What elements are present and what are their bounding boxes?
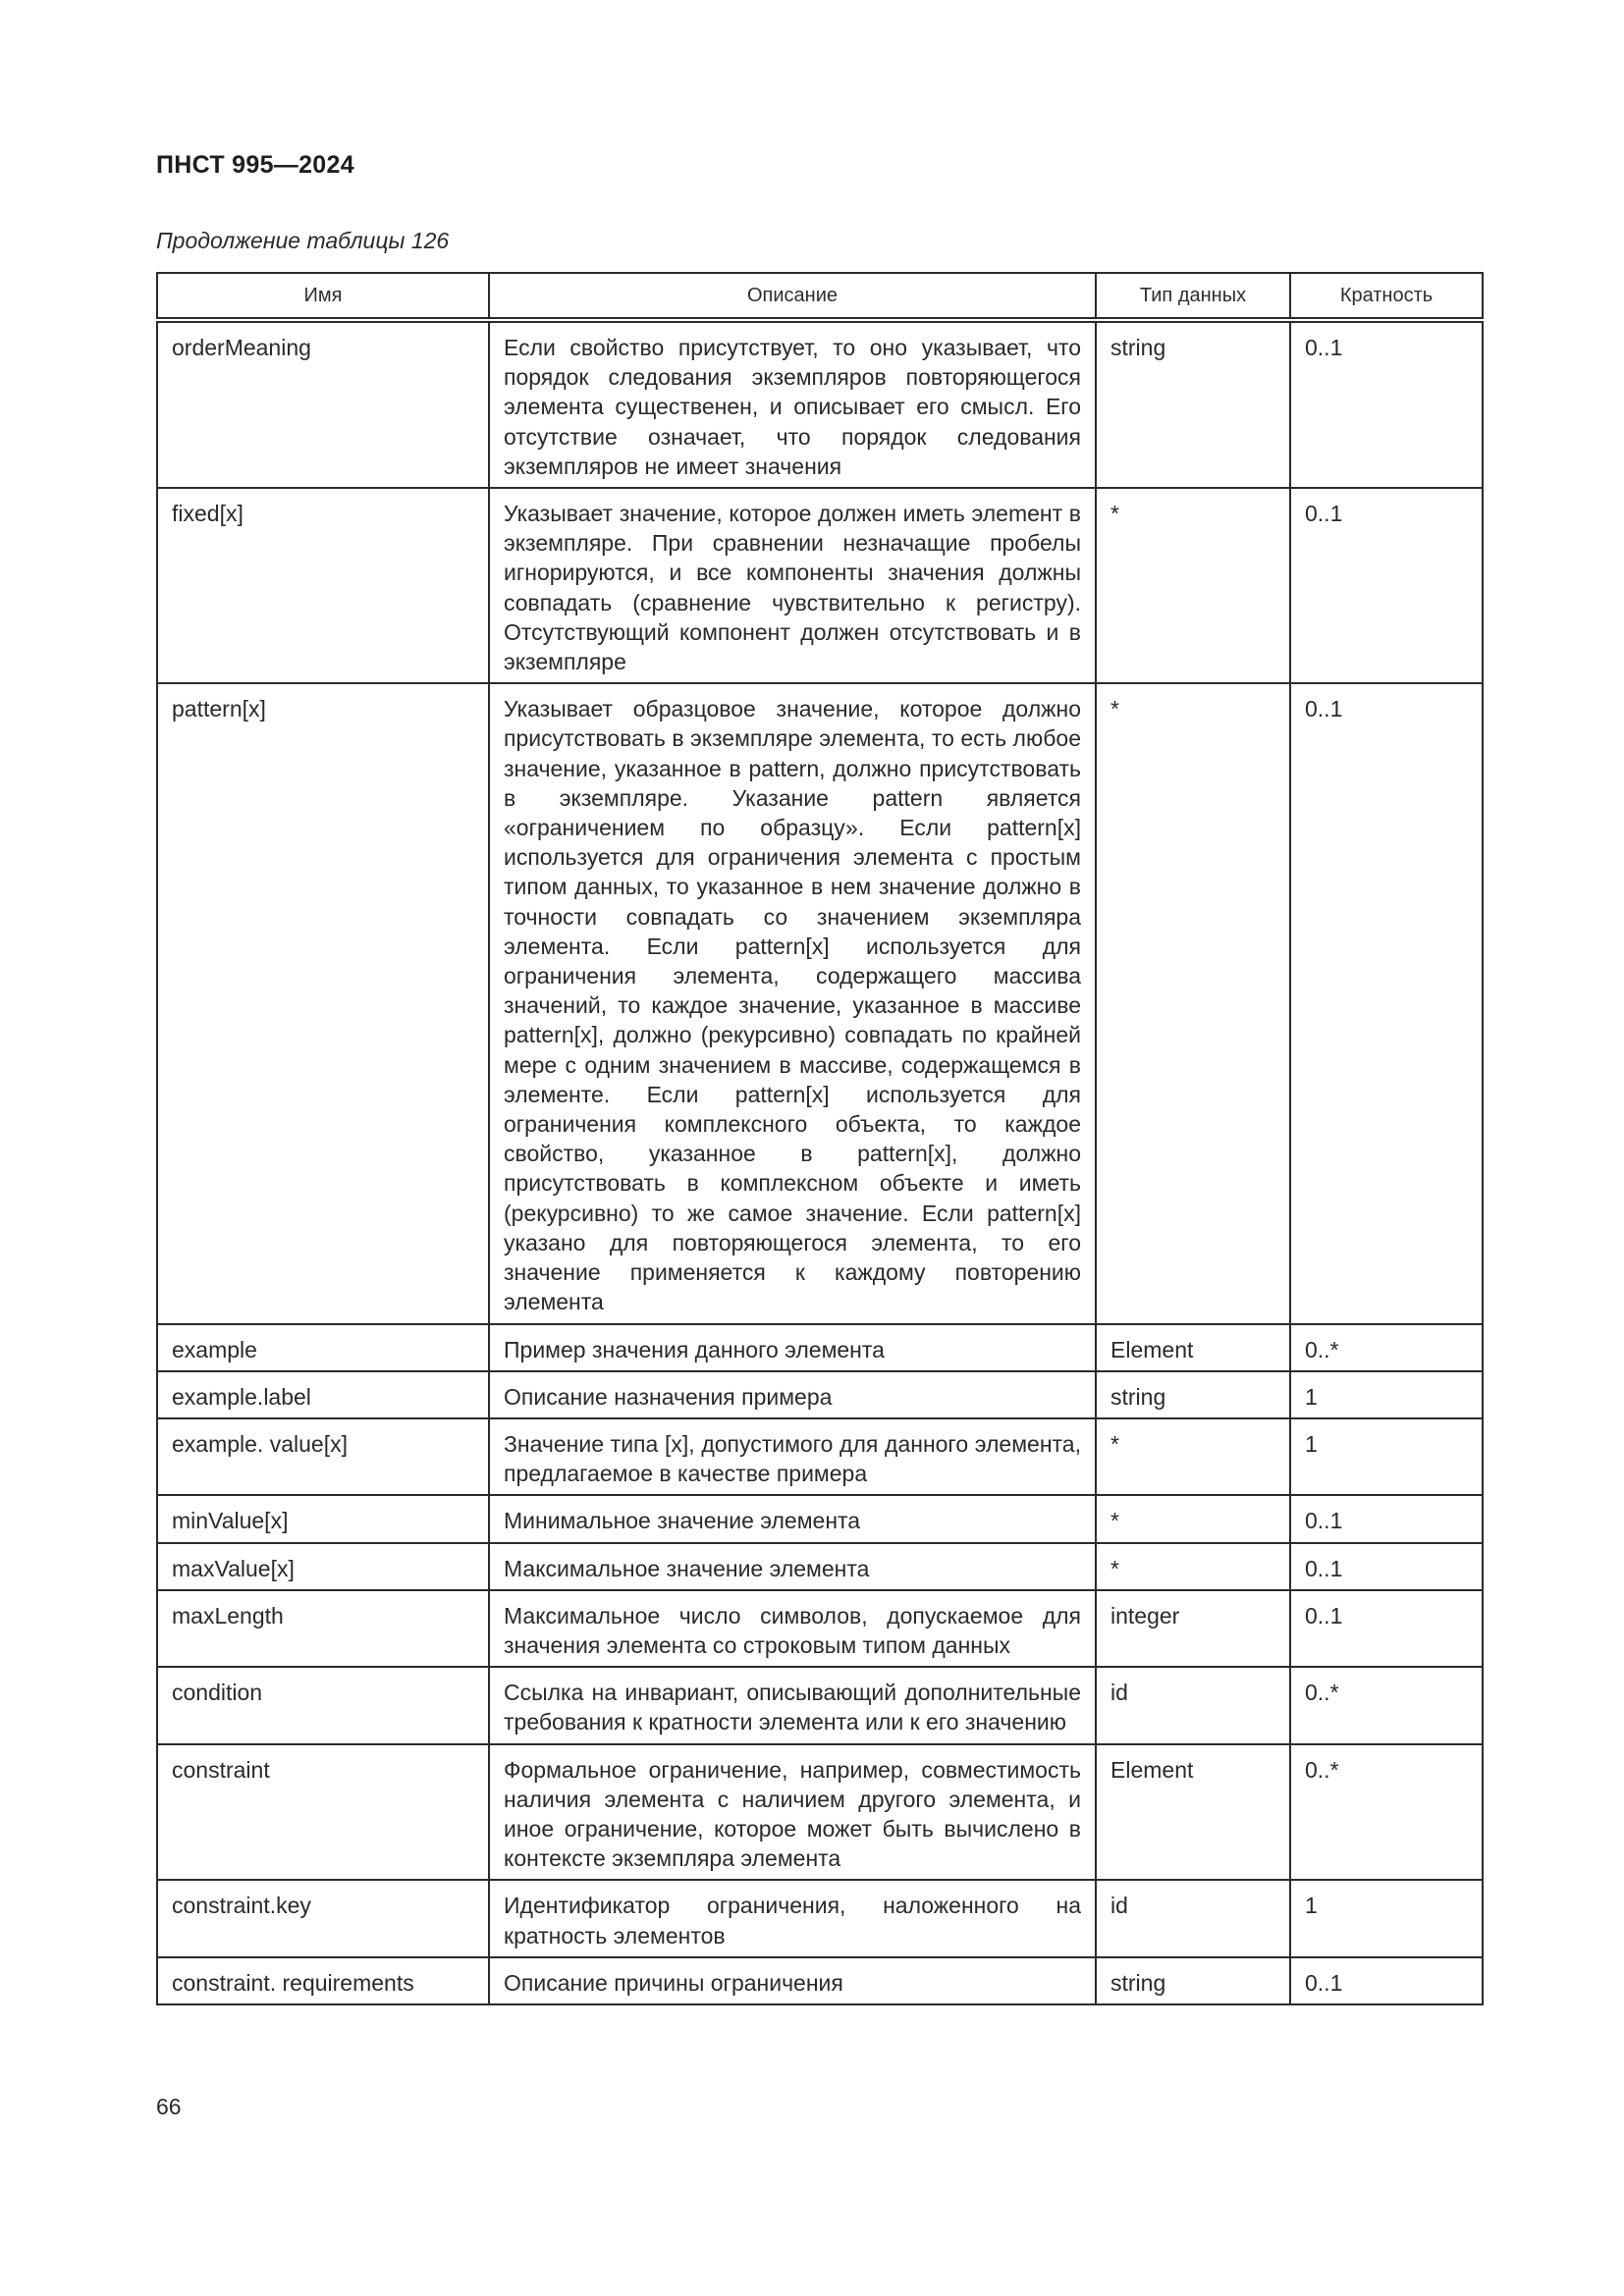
cell-type: * [1096,1495,1290,1542]
specification-table [156,272,1484,2005]
cell-name: example.label [157,1371,489,1418]
cell-name: condition [157,1667,489,1743]
cell-description: Значение типа [x], допустимого для данного элемента, предлагаемое в качестве примера [489,1418,1096,1495]
table-row [157,1744,1483,1881]
cell-description: Максимальное значение элемента [489,1543,1096,1590]
cell-description: Ссылка на инвариант, описывающий дополнительные требования к кратности элемента или к его значению [489,1667,1096,1743]
cell-description: Минимальное значение элемента [489,1495,1096,1542]
column-header-description: Описание [489,273,1096,320]
cell-cardinality: 0..* [1290,1744,1483,1881]
cell-description: Описание назначения примера [489,1371,1096,1418]
cell-cardinality: 0..1 [1290,1590,1483,1667]
cell-type: Element [1096,1324,1290,1371]
cell-type: string [1096,320,1290,488]
cell-type: * [1096,1543,1290,1590]
cell-cardinality: 0..1 [1290,683,1483,1323]
cell-cardinality: 1 [1290,1418,1483,1495]
table-row [157,1957,1483,2004]
cell-description: Если свойство присутствует, то оно указывает, что порядок следования экземпляров повторяющегося элемента существенен, и описывает его смысл. Его отсутствие означает, что порядок следования экземпляров не имеет значения [489,320,1096,488]
column-header-name: Имя [157,273,489,320]
table-row [157,320,1483,488]
cell-name: fixed[x] [157,488,489,683]
cell-name: pattern[x] [157,683,489,1323]
page-number: 66 [156,2094,182,2119]
cell-type: integer [1096,1590,1290,1667]
cell-name: maxValue[x] [157,1543,489,1590]
cell-cardinality: 0..1 [1290,1957,1483,2004]
table-row [157,1324,1483,1371]
cell-name: constraint.key [157,1880,489,1956]
cell-cardinality: 0..1 [1290,1543,1483,1590]
table-row [157,1495,1483,1542]
table-row [157,1371,1483,1418]
cell-type: string [1096,1371,1290,1418]
cell-cardinality: 0..1 [1290,1495,1483,1542]
cell-name: orderMeaning [157,320,489,488]
cell-type: id [1096,1667,1290,1743]
cell-cardinality: 1 [1290,1880,1483,1956]
cell-cardinality: 0..1 [1290,488,1483,683]
cell-name: example [157,1324,489,1371]
cell-description: Формальное ограничение, например, совместимость наличия элемента с наличием другого элемента, и иное ограничение, которое может быть вычислено в контексте экземпляра элемента [489,1744,1096,1881]
cell-description: Максимальное число символов, допускаемое для значения элемента со строковым типом данных [489,1590,1096,1667]
cell-cardinality: 0..* [1290,1667,1483,1743]
table-row [157,488,1483,683]
cell-description: Указывает образцовое значение, которое должно присутствовать в экземпляре элемента, то есть любое значение, указанное в pattern, должно присутствовать в экземпляре. Указание pattern является «ограничением по образцу». Если pattern[x] используется для ограничения элемента с простым типом данных, то указанное в нем значение должно в точности совпадать со значением экземпляра элемента. Если pattern[x] используется для ограничения элемента, содержащего массива значений, то каждое значение, указанное в массиве pattern[x], должно (рекурсивно) совпадать по крайней мере с одним значением в массиве, содержащемся в элементе. Если pattern[x] используется для ограничения комплексного объекта, то каждое свойство, указанное в pattern[x], должно присутствовать в комплексном объекте и иметь (рекурсивно) то же самое значение. Если pattern[x] указано для повторяющегося элемента, то его значение применяется к каждому повторению элемента [489,683,1096,1323]
table-row [157,683,1483,1323]
column-header-cardinality: Кратность [1290,273,1483,320]
document-header: ПНСТ 995—2024 [156,151,354,179]
table-row [157,1590,1483,1667]
cell-description: Пример значения данного элемента [489,1324,1096,1371]
column-header-type: Тип данных [1096,273,1290,320]
cell-description: Указывает значение, которое должен иметь элеmент в экземпляре. При сравнении незначащие пробелы игнорируются, и все компоненты значения должны совпадать (сравнение чувствительно к регистру). Отсутствующий компонент должен отсутствовать и в экземпляре [489,488,1096,683]
cell-type: Element [1096,1744,1290,1881]
cell-name: example. value[x] [157,1418,489,1495]
cell-type: string [1096,1957,1290,2004]
cell-cardinality: 0..* [1290,1324,1483,1371]
table-row [157,1418,1483,1495]
cell-type: * [1096,1418,1290,1495]
cell-type: id [1096,1880,1290,1956]
table-row [157,1543,1483,1590]
cell-name: constraint. requirements [157,1957,489,2004]
table-row [157,1880,1483,1956]
cell-name: maxLength [157,1590,489,1667]
cell-description: Идентификатор ограничения, наложенного на кратность элементов [489,1880,1096,1956]
cell-cardinality: 0..1 [1290,320,1483,488]
cell-name: minValue[x] [157,1495,489,1542]
table-caption: Продолжение таблицы 126 [156,228,450,253]
table-header-row [157,273,1483,320]
cell-cardinality: 1 [1290,1371,1483,1418]
cell-type: * [1096,683,1290,1323]
cell-description: Описание причины ограничения [489,1957,1096,2004]
cell-type: * [1096,488,1290,683]
cell-name: constraint [157,1744,489,1881]
table-row [157,1667,1483,1743]
